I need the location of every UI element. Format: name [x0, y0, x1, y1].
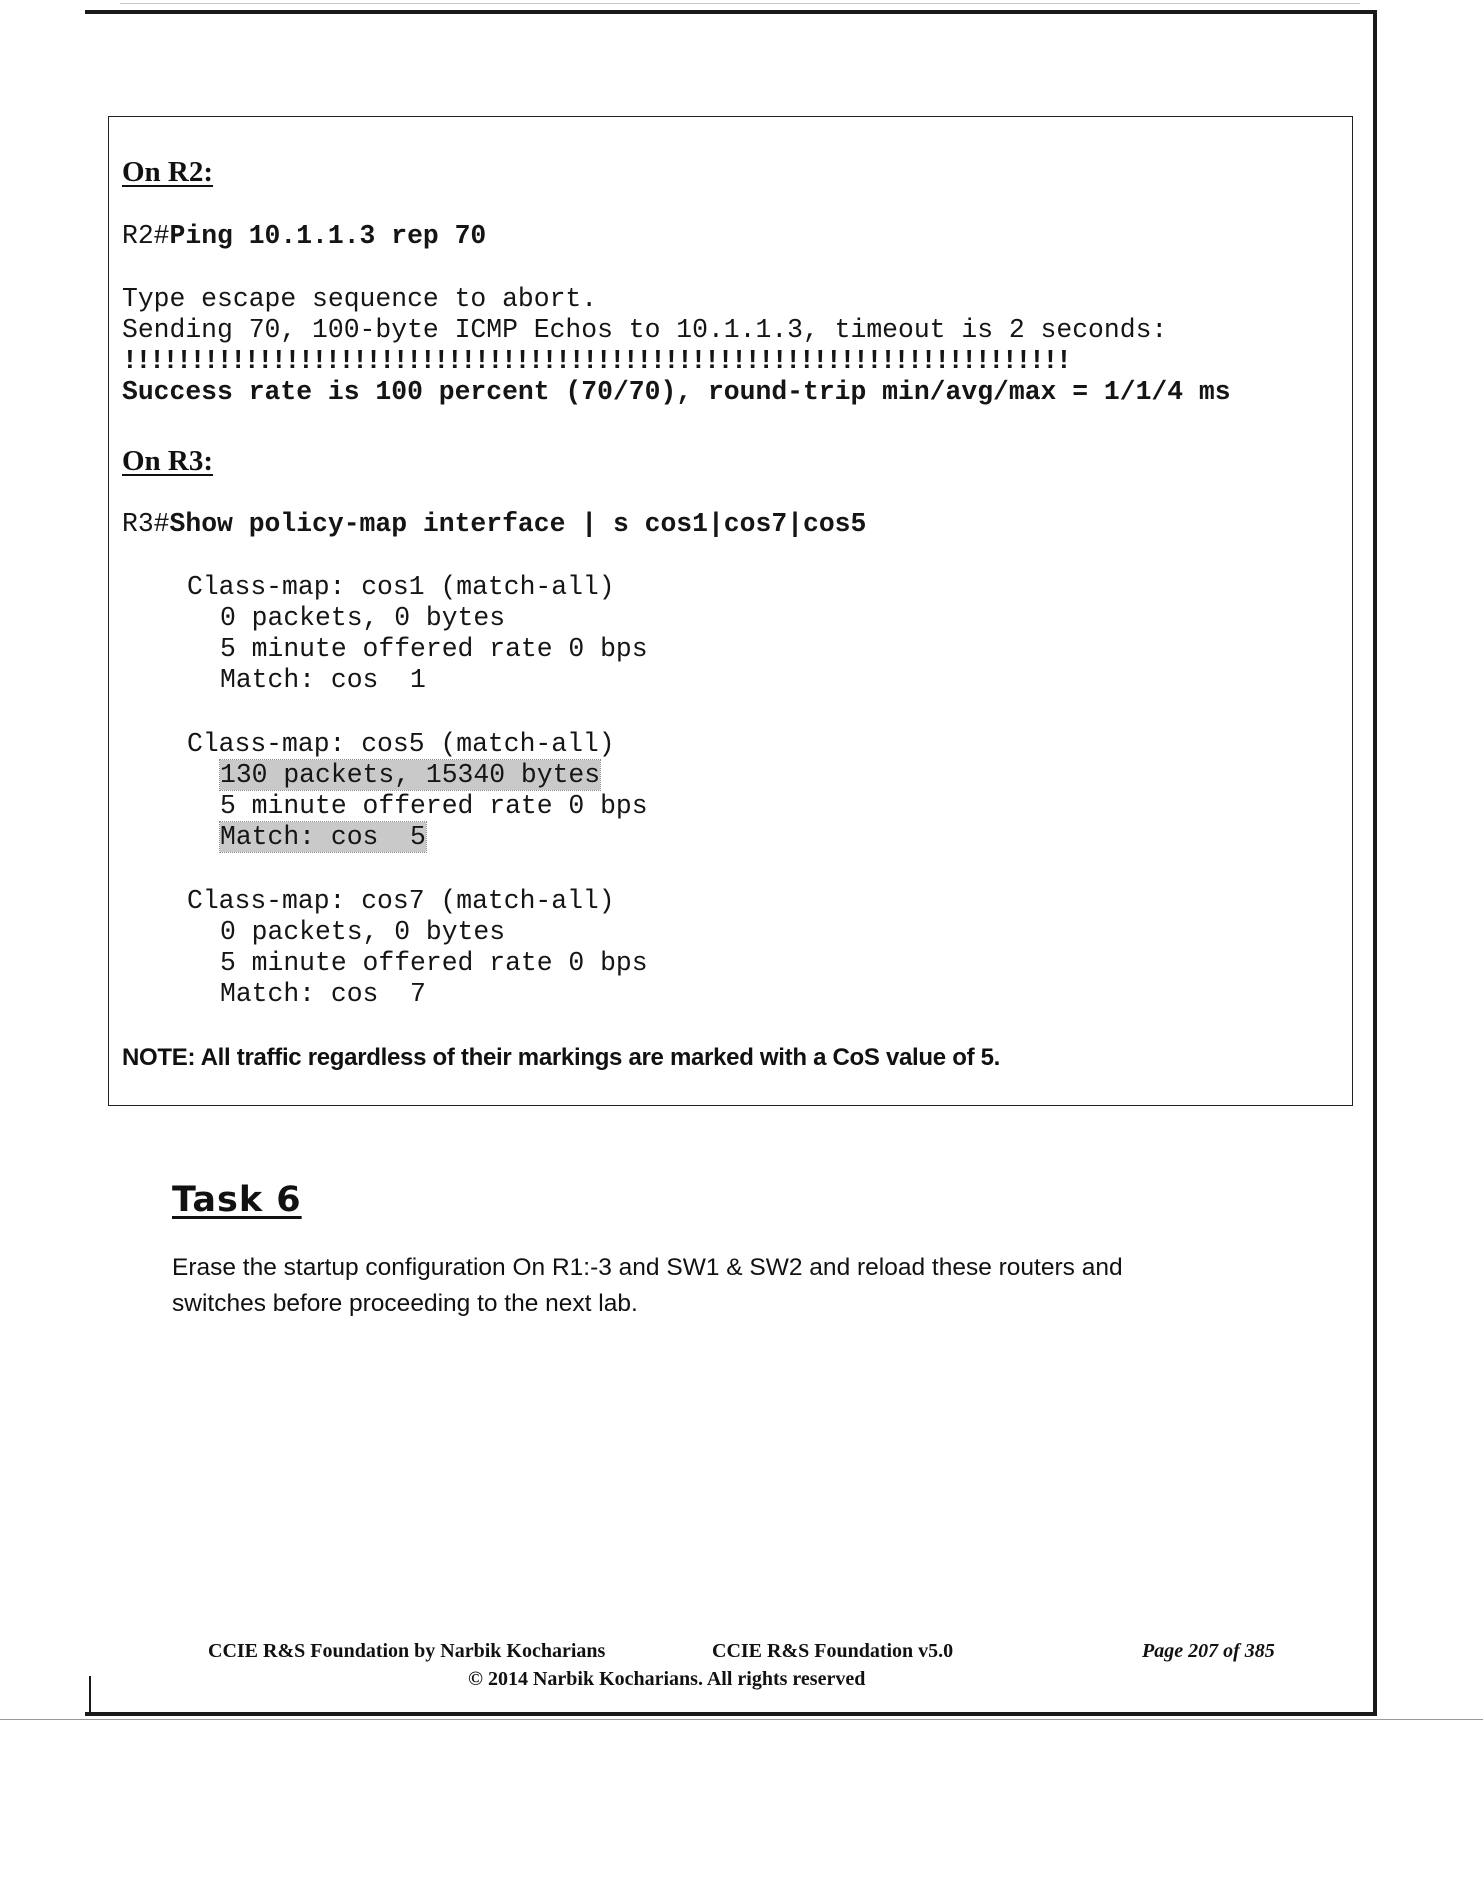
- class-map-counters: 0 packets, 0 bytes: [220, 917, 506, 947]
- class-map-match: Match: cos 7: [220, 979, 426, 1009]
- r3-prompt: R3#: [122, 509, 170, 539]
- task-body-line-2: switches before proceeding to the next lab.: [172, 1290, 638, 1317]
- r3-command: Show policy-map interface | s cos1|cos7|cos5: [169, 509, 867, 539]
- footer-page-number: Page 207 of 385: [1142, 1640, 1275, 1662]
- r2-command-line: [122, 221, 486, 252]
- r2-output-line-2: Sending 70, 100-byte ICMP Echos to 10.1.1.3, timeout is 2 seconds:: [122, 315, 1168, 345]
- class-map-header: Class-map: cos1 (match-all): [187, 572, 615, 602]
- r2-heading: On R2:: [122, 156, 214, 188]
- r3-heading: On R3:: [122, 445, 214, 477]
- footer-version: CCIE R&S Foundation v5.0: [712, 1640, 954, 1662]
- highlighted-counters: 130 packets, 15340 bytes: [220, 760, 601, 790]
- r3-command-line: [122, 509, 866, 540]
- r2-output-line-1: Type escape sequence to abort.: [122, 284, 598, 314]
- r2-prompt: R2#: [122, 221, 170, 251]
- class-map-header: Class-map: cos5 (match-all): [187, 729, 615, 759]
- task-heading: Task 6: [172, 1180, 302, 1220]
- highlighted-match: Match: cos 5: [220, 822, 426, 852]
- scan-artifact-bottom: [0, 1719, 1483, 1720]
- class-map-match-highlighted: [220, 822, 426, 853]
- task-body-line-1: Erase the startup configuration On R1:-3 and SW1 & SW2 and reload these routers and: [172, 1254, 1123, 1281]
- class-map-counters: 0 packets, 0 bytes: [220, 603, 506, 633]
- r2-ping-result-marks: !!!!!!!!!!!!!!!!!!!!!!!!!!!!!!!!!!!!!!!!!!!!!!!!!!!!!!!!!!!!!!!!!!!!!!: [122, 346, 1070, 376]
- class-map-rate: 5 minute offered rate 0 bps: [220, 634, 648, 664]
- class-map-match: Match: cos 1: [220, 665, 426, 695]
- r2-command: Ping 10.1.1.3 rep 70: [169, 221, 487, 251]
- class-map-counters-highlighted: [220, 760, 600, 791]
- r2-success-line: Success rate is 100 percent (70/70), round-trip min/avg/max = 1/1/4 ms: [122, 377, 1231, 407]
- scan-artifact-top: [120, 3, 1360, 4]
- class-map-rate: 5 minute offered rate 0 bps: [220, 791, 648, 821]
- task-body: [172, 1250, 1172, 1322]
- footer-copyright: © 2014 Narbik Kocharians. All rights reserved: [468, 1668, 866, 1690]
- class-map-header: Class-map: cos7 (match-all): [187, 886, 615, 916]
- note-text: NOTE: All traffic regardless of their markings are marked with a CoS value of 5.: [122, 1044, 1001, 1071]
- class-map-rate: 5 minute offered rate 0 bps: [220, 948, 648, 978]
- frame-left-edge: [89, 1676, 91, 1716]
- footer-book-title: CCIE R&S Foundation by Narbik Kocharians: [208, 1640, 606, 1662]
